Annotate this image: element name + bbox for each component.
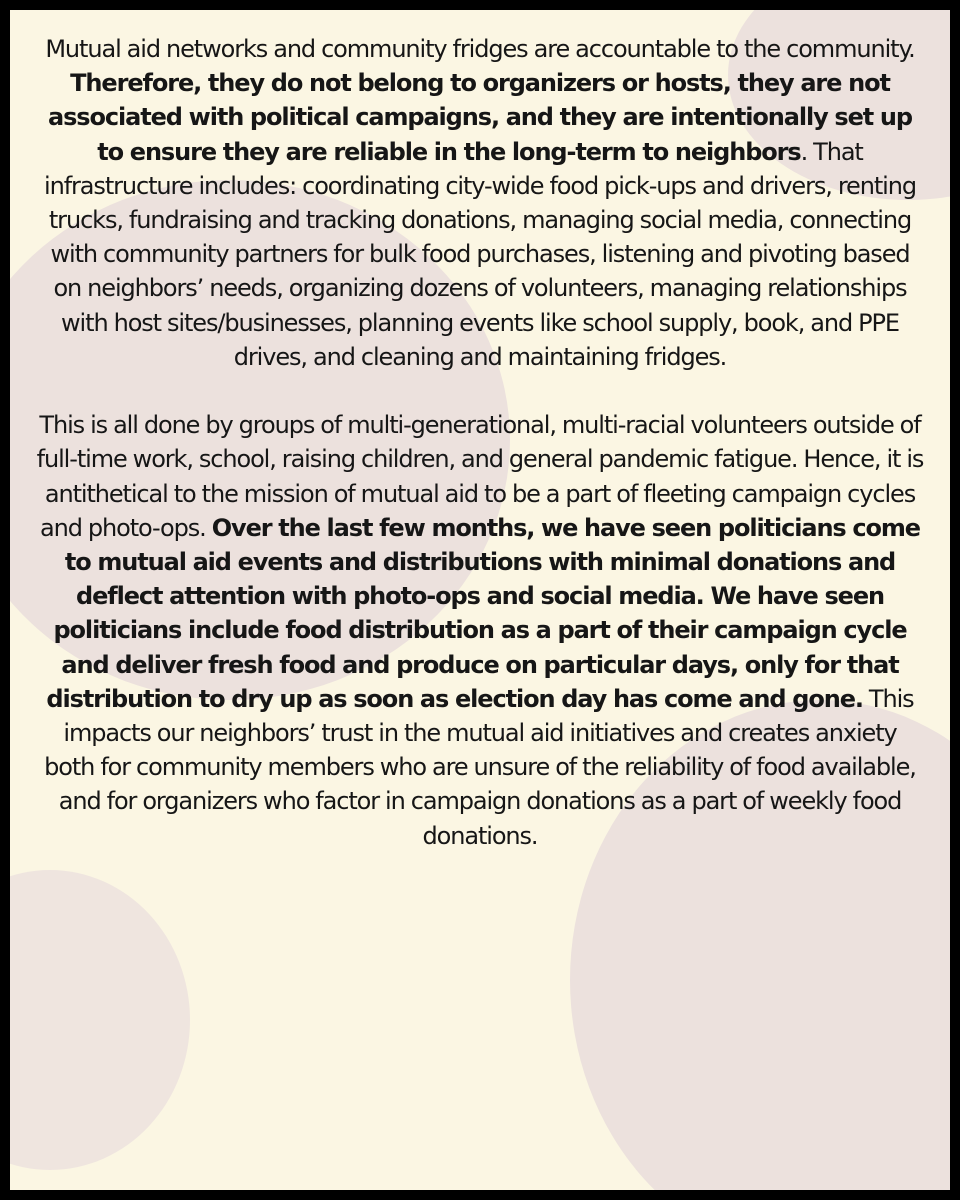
paragraph-2-bold: Over the last few months, we have seen politicians come to mutual aid events and distributions with minimal donations and deflect attention with photo-ops and social media. We have seen politicians include food distribution as a part of their campaign cycle and deliver fresh food and produce on particular days, only for that distribution to dry up as soon as election day has come and gone.	[46, 513, 920, 713]
paragraph-1	[36, 32, 924, 374]
document-page	[10, 10, 950, 1190]
background-circle	[10, 870, 190, 1170]
paragraph-1-rest: . That infrastructure includes: coordinating city-wide food pick-ups and drivers, renting trucks, fundraising and tracking donations, managing social media, connecting with community partners for bulk food purchases, listening and pivoting based on neighbors’ needs, organizing dozens of volunteers, managing relationships with host sites/businesses, planning events like school supply, book, and PPE drives, and cleaning and maintaining fridges.	[44, 137, 916, 371]
statement-text	[36, 32, 924, 853]
paragraph-2-intro: This is all done by groups of multi-generational, multi-racial volunteers outside of full-time work, school, raising children, and general pandemic fatigue. Hence, it is antithetical to the mission of mutual aid to be a part of fleeting campaign cycles and photo-ops.	[36, 411, 924, 542]
paragraph-2-rest: This impacts our neighbors’ trust in the mutual aid initiatives and creates anxiety both for community members who are unsure of the reliability of food available, and for organizers who factor in campaign donations as a part of weekly food donations.	[44, 684, 916, 850]
paragraph-1-bold: Therefore, they do not belong to organizers or hosts, they are not associated with political campaigns, and they are intentionally set up to ensure they are reliable in the long-term to neighbors	[48, 69, 912, 166]
paragraph-2	[36, 408, 924, 853]
paragraph-1-intro: Mutual aid networks and community fridges are accountable to the community.	[45, 35, 915, 63]
